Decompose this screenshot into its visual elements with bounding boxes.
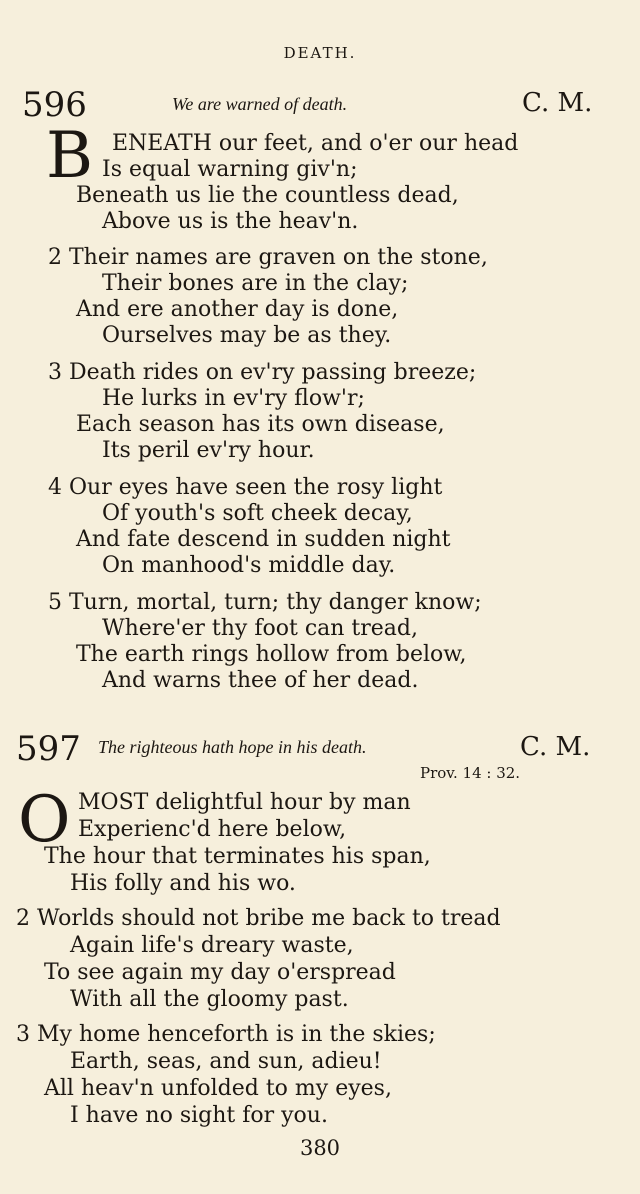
verse-line: Experienc'd here below, [78, 817, 347, 842]
verse-line: And ere another day is done, [76, 297, 399, 322]
verse-line: Beneath us lie the countless dead, [76, 183, 459, 208]
verse-line: And warns thee of her dead. [102, 668, 419, 693]
hymn-meter: C. M. [522, 88, 593, 118]
hymn-number: 597 [16, 729, 81, 769]
verse-line: Each season has its own disease, [76, 412, 445, 437]
verse-line: Where'er thy foot can tread, [102, 616, 418, 641]
verse-line: And fate descend in sudden night [76, 527, 451, 552]
page-number: 380 [299, 1136, 341, 1160]
verse-line: MOST delightful hour by man [78, 790, 411, 815]
verse-line: 2 Their names are graven on the stone, [48, 245, 488, 270]
verse-line: All heav'n unfolded to my eyes, [44, 1076, 392, 1101]
hymn-meter: C. M. [520, 732, 591, 762]
verse-line: The hour that terminates his span, [44, 844, 431, 869]
hymn-theme: The righteous hath hope in his death. [98, 737, 367, 757]
hymn-number: 596 [22, 85, 87, 125]
verse-line: Its peril ev'ry hour. [102, 438, 315, 463]
verse-line: Ourselves may be as they. [102, 323, 392, 348]
verse-line: Earth, seas, and sun, adieu! [70, 1049, 382, 1074]
verse-line: 3 My home henceforth is in the skies; [16, 1022, 436, 1047]
verse-line: The earth rings hollow from below, [76, 642, 467, 667]
drop-cap: B [46, 119, 94, 193]
verse-line: Of youth's soft cheek decay, [102, 501, 413, 526]
verse-line: Their bones are in the clay; [102, 271, 409, 296]
verse-line: To see again my day o'erspread [44, 960, 396, 985]
verse-line: With all the gloomy past. [70, 987, 349, 1012]
drop-cap: O [18, 783, 71, 857]
verse-line: Again life's dreary waste, [70, 933, 354, 958]
hymn-theme: We are warned of death. [172, 94, 348, 114]
verse-line: ENEATH our feet, and o'er our head [112, 131, 519, 156]
verse-line: His folly and his wo. [70, 871, 296, 896]
verse-line: 3 Death rides on ev'ry passing breeze; [48, 360, 477, 385]
verse-line: On manhood's middle day. [102, 553, 396, 578]
scripture-reference: Prov. 14 : 32. [420, 764, 521, 782]
verse-line: He lurks in ev'ry flow'r; [102, 386, 365, 411]
verse-line: Above us is the heav'n. [102, 209, 359, 234]
verse-line: 2 Worlds should not bribe me back to tread [16, 906, 501, 931]
verse-line: I have no sight for you. [70, 1103, 328, 1128]
verse-line: Is equal warning giv'n; [102, 157, 358, 182]
verse-line: 4 Our eyes have seen the rosy light [48, 475, 443, 500]
running-head: DEATH. [283, 44, 357, 62]
verse-line: 5 Turn, mortal, turn; thy danger know; [48, 590, 482, 615]
